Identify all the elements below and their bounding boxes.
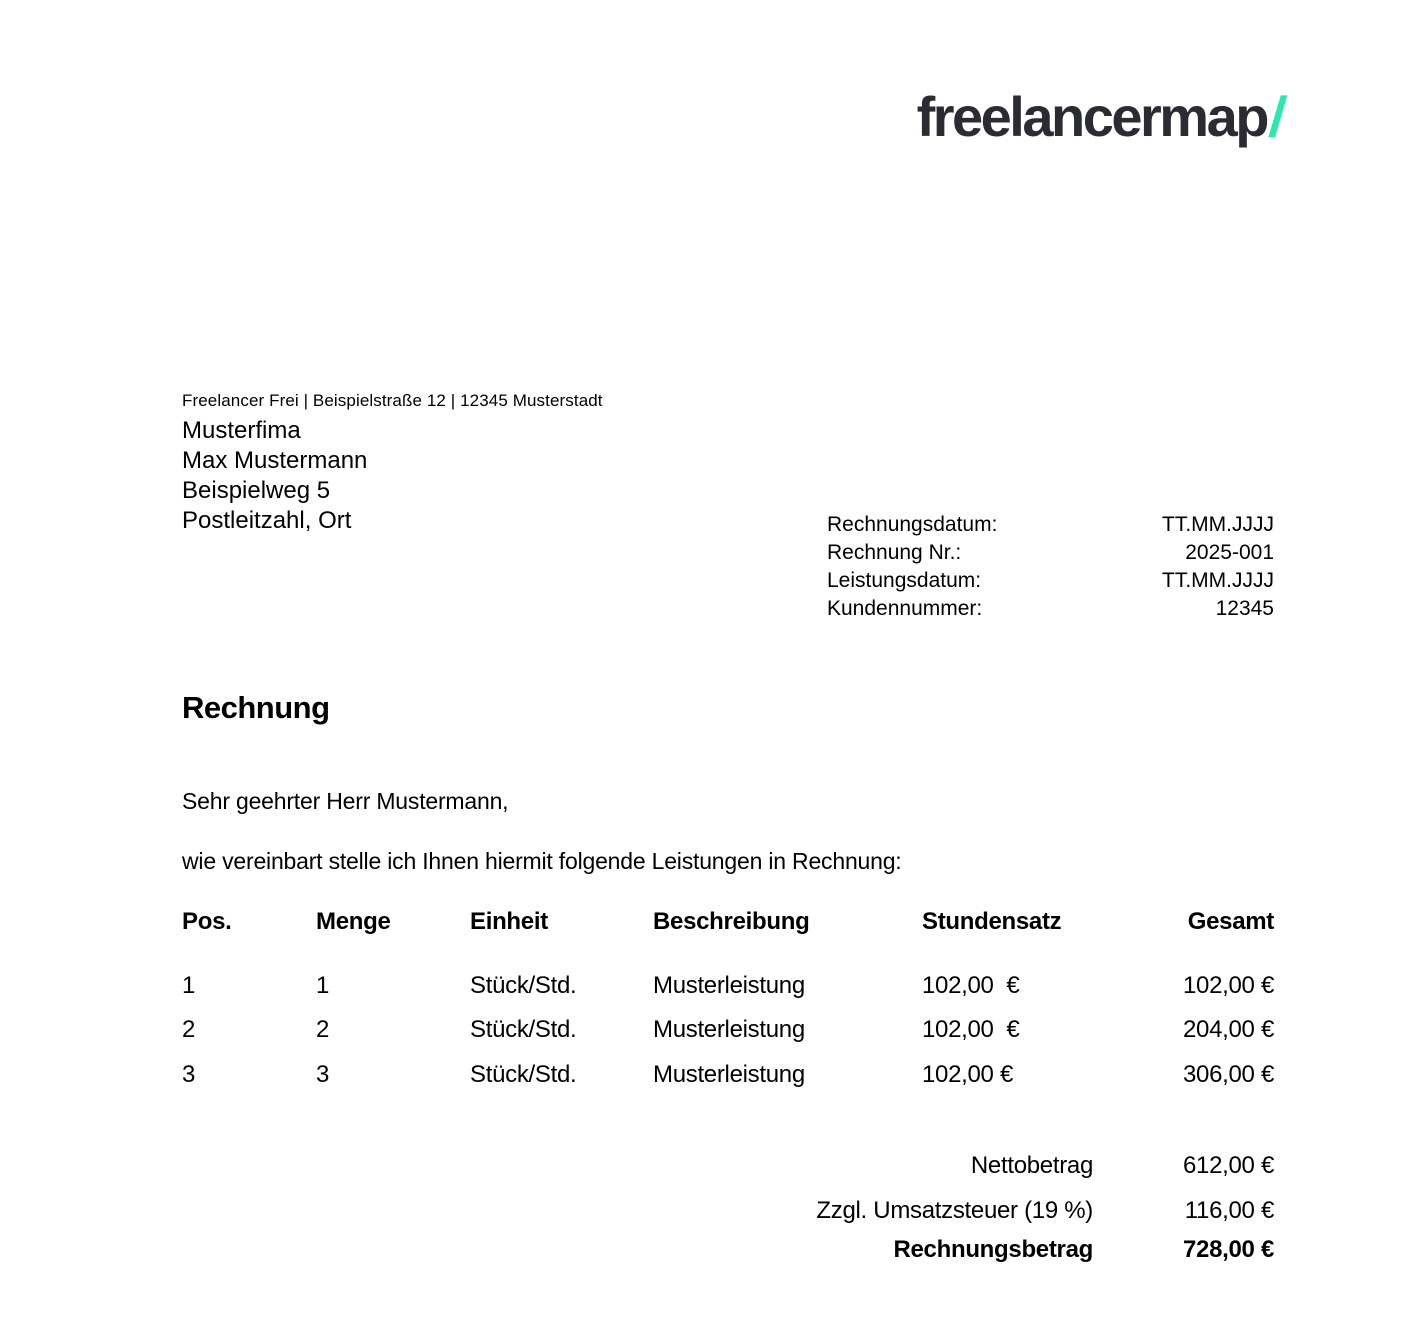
cell-stundensatz: 102,00 € bbox=[922, 1016, 1020, 1043]
cell-gesamt: 102,00 € bbox=[1182, 972, 1274, 999]
cell-beschreibung: Musterleistung bbox=[653, 972, 805, 999]
cell-einheit: Stück/Std. bbox=[470, 1016, 577, 1043]
meta-label: Rechnungsdatum: bbox=[827, 513, 998, 536]
cell-beschreibung: Musterleistung bbox=[653, 1016, 805, 1043]
total-row-gross bbox=[182, 1236, 1274, 1264]
meta-row-service-date bbox=[827, 567, 1274, 595]
gross-value: 728,00 € bbox=[1182, 1236, 1274, 1263]
recipient-address bbox=[182, 416, 367, 536]
sender-line: Freelancer Frei | Beispielstraße 12 | 12345 Musterstadt bbox=[182, 391, 603, 410]
gross-label: Rechnungsbetrag bbox=[893, 1236, 1093, 1263]
recipient-company: Musterfima bbox=[182, 417, 301, 444]
total-row-net bbox=[182, 1152, 1274, 1180]
header-cell-menge: Menge bbox=[316, 908, 391, 935]
intro-line: wie vereinbart stelle ich Ihnen hiermit folgende Leistungen in Rechnung: bbox=[182, 848, 902, 874]
header-cell-pos: Pos. bbox=[182, 908, 232, 935]
meta-value: 12345 bbox=[1215, 597, 1274, 620]
invoice-meta bbox=[827, 511, 1274, 623]
cell-einheit: Stück/Std. bbox=[470, 972, 577, 999]
cell-stundensatz: 102,00 € bbox=[922, 1061, 1014, 1088]
items-table-header bbox=[182, 908, 1274, 936]
meta-label: Leistungsdatum: bbox=[827, 569, 982, 592]
meta-label: Rechnung Nr.: bbox=[827, 541, 962, 564]
header-cell-gesamt: Gesamt bbox=[1187, 908, 1274, 935]
meta-label: Kundennummer: bbox=[827, 597, 983, 620]
cell-menge: 1 bbox=[316, 972, 330, 999]
vat-label: Zzgl. Umsatzsteuer (19 %) bbox=[816, 1197, 1093, 1224]
cell-stundensatz: 102,00 € bbox=[922, 972, 1020, 999]
greeting-line: Sehr geehrter Herr Mustermann, bbox=[182, 788, 509, 814]
cell-pos: 2 bbox=[182, 1016, 196, 1043]
header-cell-einheit: Einheit bbox=[470, 908, 548, 935]
recipient-street: Beispielweg 5 bbox=[182, 477, 331, 504]
table-row bbox=[182, 972, 1274, 1000]
cell-beschreibung: Musterleistung bbox=[653, 1061, 805, 1088]
cell-pos: 3 bbox=[182, 1061, 196, 1088]
recipient-name: Max Mustermann bbox=[182, 447, 368, 474]
table-row bbox=[182, 1061, 1274, 1089]
meta-value: 2025-001 bbox=[1185, 541, 1274, 564]
meta-row-invoice-date bbox=[827, 511, 1274, 539]
cell-pos: 1 bbox=[182, 972, 196, 999]
cell-menge: 3 bbox=[316, 1061, 330, 1088]
cell-menge: 2 bbox=[316, 1016, 330, 1043]
meta-value: TT.MM.JJJJ bbox=[1162, 513, 1274, 536]
table-row bbox=[182, 1016, 1274, 1044]
logo-wordmark: freelancermap bbox=[916, 85, 1267, 148]
header-cell-stundensatz: Stundensatz bbox=[922, 908, 1062, 935]
meta-value: TT.MM.JJJJ bbox=[1162, 569, 1274, 592]
meta-row-invoice-number bbox=[827, 539, 1274, 567]
invoice-title: Rechnung bbox=[182, 690, 330, 725]
meta-row-customer-number bbox=[827, 595, 1274, 623]
cell-gesamt: 204,00 € bbox=[1182, 1016, 1274, 1043]
net-label: Nettobetrag bbox=[970, 1152, 1093, 1179]
freelancermap-logo bbox=[916, 84, 1287, 149]
net-value: 612,00 € bbox=[1182, 1152, 1274, 1179]
recipient-city: Postleitzahl, Ort bbox=[182, 507, 352, 534]
cell-gesamt: 306,00 € bbox=[1182, 1061, 1274, 1088]
logo-slash-icon: / bbox=[1266, 85, 1287, 148]
total-row-vat bbox=[182, 1197, 1274, 1225]
vat-value: 116,00 € bbox=[1184, 1197, 1274, 1224]
cell-einheit: Stück/Std. bbox=[470, 1061, 577, 1088]
header-cell-beschreibung: Beschreibung bbox=[653, 908, 810, 935]
